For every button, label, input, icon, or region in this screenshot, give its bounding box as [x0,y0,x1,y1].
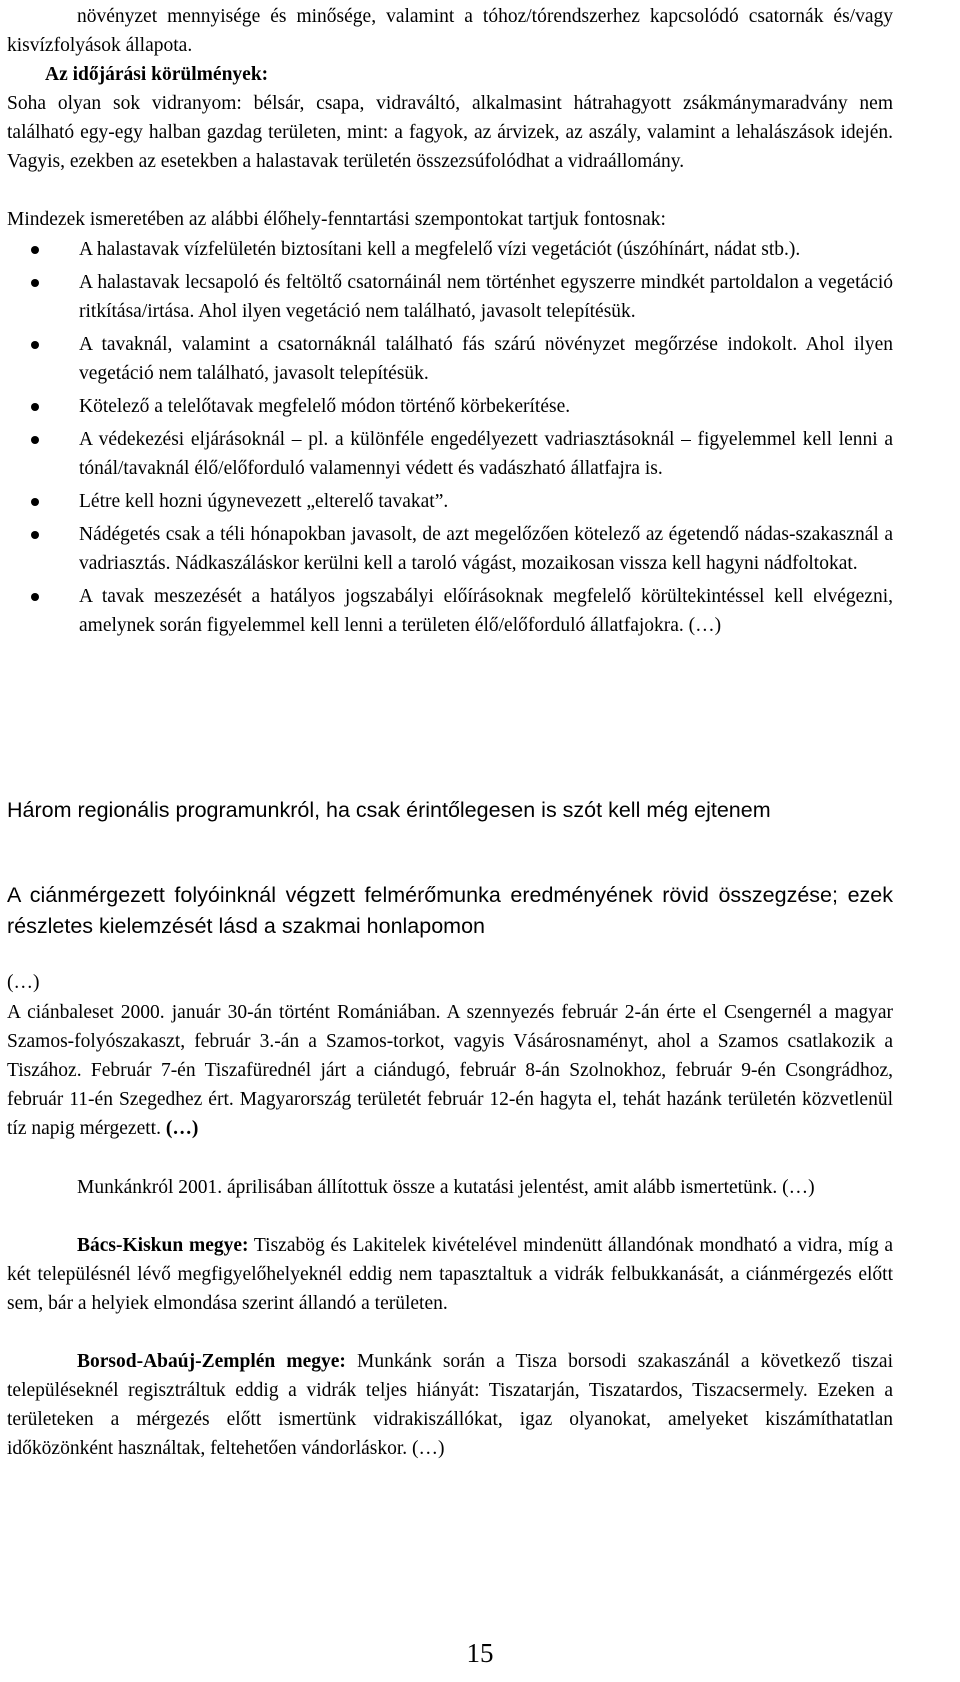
list-item [7,425,893,483]
bullet-icon [31,593,39,601]
programs-heading: Három regionális programunkról, ha csak érintőlegesen is szót kell még ejtenem [7,798,771,822]
considerations-intro: Mindezek ismeretében az alábbi élőhely-fenntartási szempontokat tartjuk fontosnak: [7,209,666,230]
cyanide-heading: A ciánmérgezett folyóinknál végzett felmérőmunka eredményének rövid összegzése; ezek részletes kielemzését lásd a szakmai honlapomon [7,883,893,938]
list-item [7,330,893,388]
weather-heading: Az időjárási körülmények: [45,64,269,85]
list-item-text: Nádégetés csak a téli hónapokban javasolt, de azt megelőzően kötelező az égetendő nádas-szakasznál a vadriasztás. Nádkaszáláskor kerülni kell a taroló vágást, mozaikosan vissza kell hagyni nádfoltokat. [79,524,893,574]
list-item-text: A tavaknál, valamint a csatornáknál található fás szárú növényzet megőrzése indokolt. Ahol ilyen vegetáció nem található, javasolt telepítésük. [79,334,893,384]
bacs-text: Tiszabög és Lakitelek kivételével mindenütt állandónak mondható a vidra, míg a két településnél lévő megfigyelőhelyeknél eddig nem tapasztaltuk a vidrák felbukkanását, a ciánmérgezés előtt sem, bár a helyiek elmondása szerint állandó a területen. [7,1235,893,1314]
list-item [7,487,893,516]
list-item [7,582,893,640]
weather-text: Soha olyan sok vidranyom: bélsár, csapa, vidraváltó, alkalmasint hátrahagyott zsákmánymaradvány nem található egy-egy halban gazdag területen, mint: a fagyok, az árvizek, az aszály, valamint a lehalászások idején. Vagyis, ezekben az esetekben a halastavak területén összezsúfolódhat a vidraállomány. [7,93,893,172]
bullet-icon [31,531,39,539]
list-item-text: Létre kell hozni úgynevezett „elterelő tavakat”. [79,491,449,512]
list-item-text: A tavak meszezését a hatályos jogszabályi előírásoknak megfelelő körültekintéssel kell elvégezni, amelynek során figyelemmel kell lenni a területen élő/előforduló állatfajokra. (…) [79,586,893,636]
work-paragraph: Munkánkról 2001. áprilisában állítottuk össze a kutatási jelentést, amit alább ismertetünk. (…) [77,1177,815,1198]
borsod-paragraph [7,1347,893,1463]
bullet-icon [31,436,39,444]
bullet-icon [31,279,39,287]
list-item-text: A védekezési eljárásoknál – pl. a különféle engedélyezett vadriasztásoknál – figyelemmel kell lenni a tónál/tavaknál élő/előforduló valamennyi védett és vadászható állatfajra is. [79,429,893,479]
bullet-icon [31,246,39,254]
cyanide-paragraph-ellipsis: (…) [165,1118,199,1139]
intro-line: növényzet mennyisége és minősége, valamint a tóhoz/tórendszerhez kapcsolódó csatornák és/vagy kisvízfolyások állapota. [7,6,893,56]
considerations-list [7,235,893,644]
list-item-text: A halastavak vízfelületén biztosítani kell a megfelelő vízi vegetációt (úszóhínárt, nádat stb.). [79,239,801,260]
list-item [7,520,893,578]
intro-paragraph [7,2,893,60]
bacs-paragraph [7,1231,893,1318]
bullet-icon [31,403,39,411]
list-item-text: Kötelező a telelőtavak megfelelő módon történő körbekerítése. [79,396,571,417]
page-number: 15 [466,1638,494,1668]
bullet-icon [31,498,39,506]
list-item [7,268,893,326]
list-item-text: A halastavak lecsapoló és feltöltő csatornáinál nem történhet egyszerre mindkét partoldalon a vegetáció ritkítása/irtása. Ahol ilyen vegetáció nem található, javasolt telepítésük. [79,272,893,322]
weather-section [7,60,893,176]
bacs-county-label: Bács-Kiskun megye: [77,1235,249,1256]
ellipsis-line: (…) [7,972,40,993]
cyanide-paragraph [7,998,893,1143]
list-item [7,392,893,421]
list-item [7,235,893,264]
borsod-text: Munkánk során a Tisza borsodi szakaszánál a következő tiszai településeknél regisztráltuk eddig a vidrák teljes hiányát: Tiszatarján, Tiszatardos, Tiszacsermely. Ezeken a területeken a mérgezés előtt ismertünk vidrakiszállókat, igaz olyanokat, amelyeket kiszámíthatatlan időközönként használtak, feltehetően vándorláskor. (…) [7,1351,893,1459]
borsod-county-label: Borsod-Abaúj-Zemplén megye: [77,1351,346,1372]
cyanide-paragraph-text: A ciánbaleset 2000. január 30-án történt Romániában. A szennyezés február 2-án érte el Csengernél a magyar Szamos-folyószakaszt, február 3.-án a Szamos-torkot, vagyis Vásárosnaményt, ahol a Szamos csatlakozik a Tiszához. Február 7-én Tiszafürednél járt a ciándugó, február 8-án Szolnokhoz, február 9-én Csongrádhoz, február 11-én Szegedhez ért. Magyarország területét február 12-én hagyta el, tehát hazánk területén közvetlenül tíz napig mérgezett. [7,1002,893,1139]
bullet-icon [31,341,39,349]
